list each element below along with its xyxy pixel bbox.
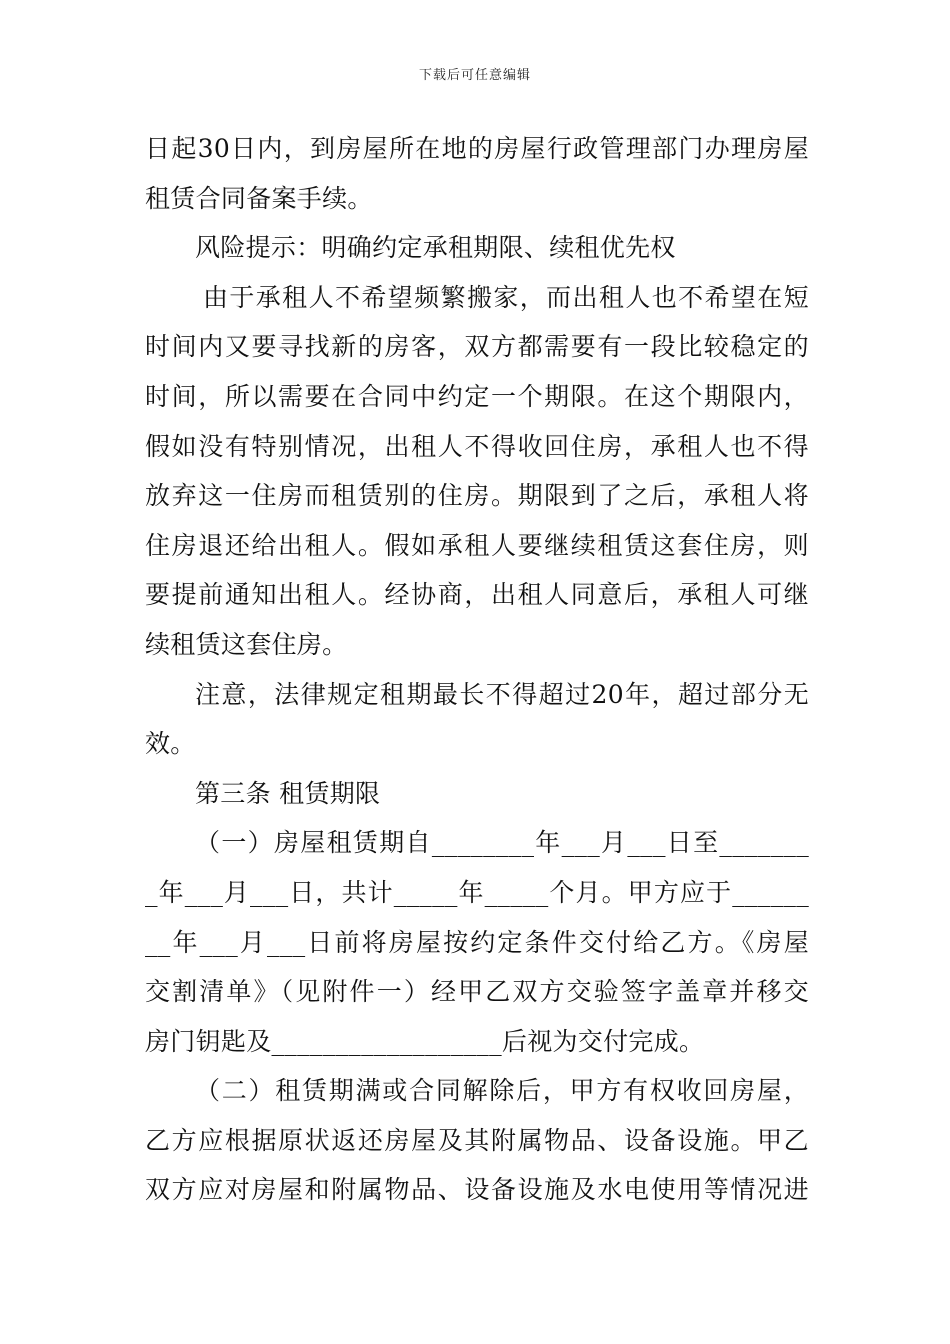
text-line: 交割清单》（见附件一）经甲乙双方交验签字盖章并移交 xyxy=(145,977,809,1007)
text-line: 房门钥匙及__________________后视为交付完成。 xyxy=(145,1026,705,1056)
text-line: 假如没有特别情况，出租人不得收回住房，承租人也不得 xyxy=(145,431,809,461)
text-line: 效。 xyxy=(145,729,196,759)
text-line: 租赁合同备案手续。 xyxy=(145,183,373,213)
text-line: 由于承租人不希望频繁搬家，而出租人也不希望在短 xyxy=(203,282,809,312)
text-line: 时间内又要寻找新的房客，双方都需要有一段比较稳定的 xyxy=(145,332,809,362)
text-line: 住房退还给出租人。假如承租人要继续租赁这套住房，则 xyxy=(145,530,809,560)
text-line: 放弃这一住房而租赁别的住房。期限到了之后，承租人将 xyxy=(145,481,809,511)
text-line: 时间，所以需要在合同中约定一个期限。在这个期限内， xyxy=(145,381,809,411)
text-line: 第三条 租赁期限 xyxy=(195,778,381,808)
document-body xyxy=(145,124,809,1215)
text-line: 注意，法律规定租期最长不得超过20年，超过部分无 xyxy=(195,679,809,709)
text-line: 风险提示：明确约定承租期限、续租优先权 xyxy=(195,233,676,263)
text-line: （一）房屋租赁期自________年___月___日至_______ xyxy=(195,828,809,858)
text-line: __年___月___日前将房屋按约定条件交付给乙方。《房屋 xyxy=(145,927,809,957)
text-line: 双方应对房屋和附属物品、设备设施及水电使用等情况进 xyxy=(145,1175,809,1205)
text-line: 乙方应根据原状返还房屋及其附属物品、设备设施。甲乙 xyxy=(145,1125,809,1155)
page-header: 下载后可任意编辑 xyxy=(418,68,531,83)
text-line: 日起30日内，到房屋所在地的房屋行政管理部门办理房屋 xyxy=(145,134,809,163)
text-line: 要提前通知出租人。经协商，出租人同意后，承租人可继 xyxy=(145,580,809,610)
text-line: （二）租赁期满或合同解除后，甲方有权收回房屋， xyxy=(195,1076,809,1106)
text-line: _年___月___日，共计_____年_____个月。甲方应于______ xyxy=(145,877,809,907)
text-line: 续租赁这套住房。 xyxy=(145,629,348,659)
